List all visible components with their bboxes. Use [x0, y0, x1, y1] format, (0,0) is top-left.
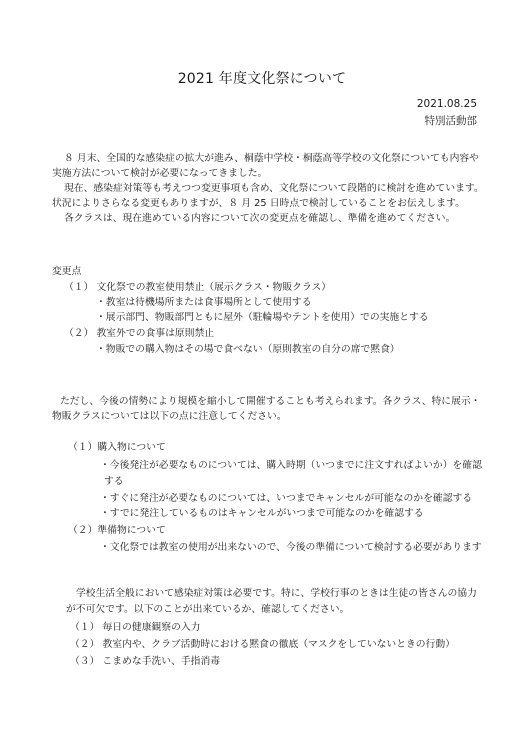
point-1-sub-1a: ・今後発注が必要なものについては、購入時期（いつまでに注文すればよいか）を確認 [100, 460, 482, 471]
document-date: 2021.08.25 [416, 98, 477, 110]
change-item-2: （２） 教室外での食事は原則禁止 [64, 328, 215, 339]
closing-item-2: （２） 教室内や、クラブ活動時における黙食の徹底（マスクをしていないときの行動） [70, 639, 455, 650]
point-1: （１）購入物について [68, 442, 166, 453]
point-1-sub-1b: する [104, 476, 124, 487]
intro-line-2: 実施方法について検討が必要になってきました。 [52, 168, 268, 179]
point-2: （２）準備物について [68, 525, 166, 536]
notice-line-1: ただし、今後の情勢により規模を縮小して開催することも考えられます。各クラス、特に展示・ [60, 396, 481, 407]
intro-line-5: 各クラスは、現在進めている内容について次の変更点を確認し、準備を進めてください。 [64, 213, 456, 224]
changes-heading: 変更点 [52, 266, 82, 277]
notice-line-2: 物販クラスについては以下の点に注意してください。 [52, 411, 287, 422]
intro-line-3: 現在、感染症対策等も考えつつ変更事項も含め、文化祭について段階的に検討を進めています。 [64, 183, 484, 194]
point-1-sub-2: ・すぐに発注が必要なものについては、いつまでキャンセルが可能なのかを確認する [100, 493, 473, 504]
closing-line-1: 学校生活全般において感染症対策は必要です。特に、学校行事のときは生徒の皆さんの協力 [76, 588, 477, 599]
change-item-1-sub-1: ・教室は待機場所または食事場所として使用する [96, 297, 312, 308]
change-item-1: （１） 文化祭での教室使用禁止（展示クラス・物販クラス） [64, 282, 332, 293]
intro-line-1: ８ 月末、全国的な感染症の拡大が進み、桐蔭中学校・桐蔭高等学校の文化祭についても内容や [64, 153, 479, 164]
issuing-department: 特別活動部 [424, 115, 477, 127]
point-2-sub-1: ・文化祭では教室の使用が出来ないので、今後の準備について検討する必要があります [100, 542, 482, 553]
point-1-sub-3: ・すでに発注しているものはキャンセルがいつまで可能なのかを確認する [100, 508, 424, 519]
page-title: 2021 年度文化祭について [177, 71, 347, 87]
closing-item-3: （３） こまめな手洗い、手指消毒 [70, 656, 221, 667]
closing-item-1: （１） 毎日の健康観察の入力 [70, 622, 201, 633]
change-item-2-sub-1: ・物販での購入物はその場で食べない（原則教室の自分の席で黙食） [96, 344, 400, 355]
intro-line-4: 状況によりさらなる変更もありますが、８ 月 25 日時点で検討していることをお伝えします。 [52, 198, 465, 209]
closing-line-2: が不可欠です。以下のことが出来ているか、確認してください。 [66, 604, 350, 615]
change-item-1-sub-2: ・展示部門、物販部門ともに屋外（駐輪場やテントを使用）での実施とする [96, 312, 429, 323]
